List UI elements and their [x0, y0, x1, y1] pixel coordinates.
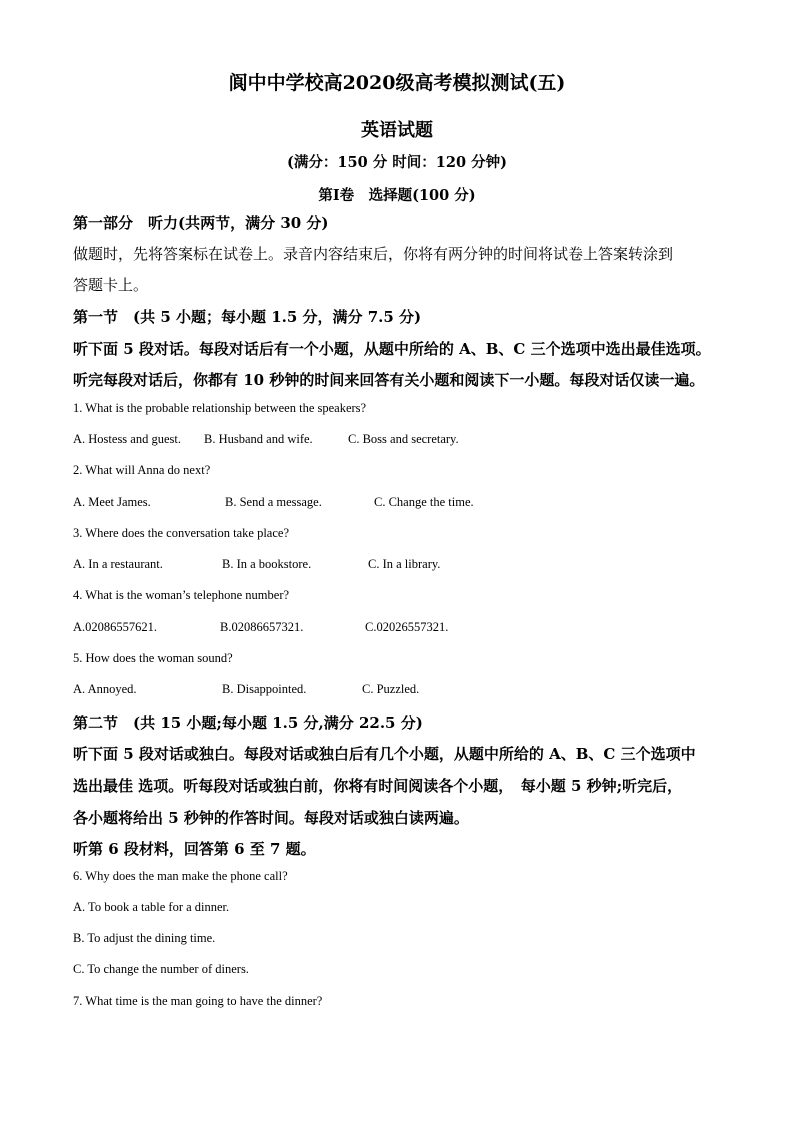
option-b: B. Disappointed. [222, 682, 307, 696]
option-c: C.02026557321. [365, 620, 449, 634]
option-c: C. Puzzled. [362, 682, 420, 696]
option-c: C. In a library. [368, 557, 441, 571]
section1-heading: 第一节 (共 5 小题；每小题 1.5 分，满分 7.5 分) [73, 308, 422, 326]
section1-instruction-line1: 听下面 5 段对话。每段对话后有一个小题，从题中所给的 A、B、C 三个选项中选出最佳选项。 [73, 340, 711, 358]
option-c: C. Change the time. [374, 495, 474, 509]
section2-instruction-line1: 听下面 5 段对话或独白。每段对话或独白后有几个小题，从题中所给的 A、B、C 三个选项中 [73, 745, 696, 763]
option-a: A. Annoyed. [73, 682, 137, 696]
exam-title: 阆中中学校高2020级高考模拟测试(五) [228, 72, 566, 94]
exam-meta: (满分：150 分 时间：120 分钟) [287, 154, 507, 171]
option-a: A. In a restaurant. [73, 557, 163, 571]
section2-instruction-line2: 选出最佳 选项。听每段对话或独白前，你将有时间阅读各个小题， 每小题 5 秒钟;听完后， [73, 777, 683, 795]
section2-heading: 第二节 (共 15 小题;每小题 1.5 分,满分 22.5 分) [73, 714, 423, 732]
option-b: B. Send a message. [225, 495, 322, 509]
passage-6-heading: 听第 6 段材料，回答第 6 至 7 题。 [73, 840, 316, 858]
subject-title: 英语试题 [361, 120, 433, 141]
question-6-option-b: B. To adjust the dining time. [73, 931, 216, 945]
question-6-option-a: A. To book a table for a dinner. [73, 900, 230, 914]
option-b: B.02086657321. [220, 620, 304, 634]
question-6: 6. Why does the man make the phone call? [73, 869, 288, 883]
section2-instruction-line3: 各小题将给出 5 秒钟的作答时间。每段对话或独白读两遍。 [73, 809, 469, 827]
part1-instruction-line2: 答题卡上。 [73, 276, 149, 294]
question-5: 5. How does the woman sound? [73, 651, 233, 665]
question-2: 2. What will Anna do next? [73, 463, 211, 477]
option-c: C. Boss and secretary. [348, 432, 459, 446]
option-a: A.02086557621. [73, 620, 158, 634]
question-7: 7. What time is the man going to have the dinner? [73, 994, 323, 1008]
question-1: 1. What is the probable relationship between the speakers? [73, 401, 367, 415]
option-b: B. Husband and wife. [204, 432, 313, 446]
part1-heading: 第一部分 听力(共两节，满分 30 分) [73, 214, 329, 232]
option-a: A. Meet James. [73, 495, 151, 509]
question-6-option-c: C. To change the number of diners. [73, 962, 249, 976]
section1-instruction-line2: 听完每段对话后，你都有 10 秒钟的时间来回答有关小题和阅读下一小题。每段对话仅读一遍。 [73, 371, 705, 389]
question-4: 4. What is the woman’s telephone number? [73, 588, 290, 602]
question-3: 3. Where does the conversation take place? [73, 526, 289, 540]
volume-heading: 第Ⅰ卷 选择题(100 分) [318, 187, 476, 204]
option-b: B. In a bookstore. [222, 557, 312, 571]
option-a: A. Hostess and guest. [73, 432, 181, 446]
part1-instruction-line1: 做题时，先将答案标在试卷上。录音内容结束后，你将有两分钟的时间将试卷上答案转涂到 [73, 245, 674, 263]
